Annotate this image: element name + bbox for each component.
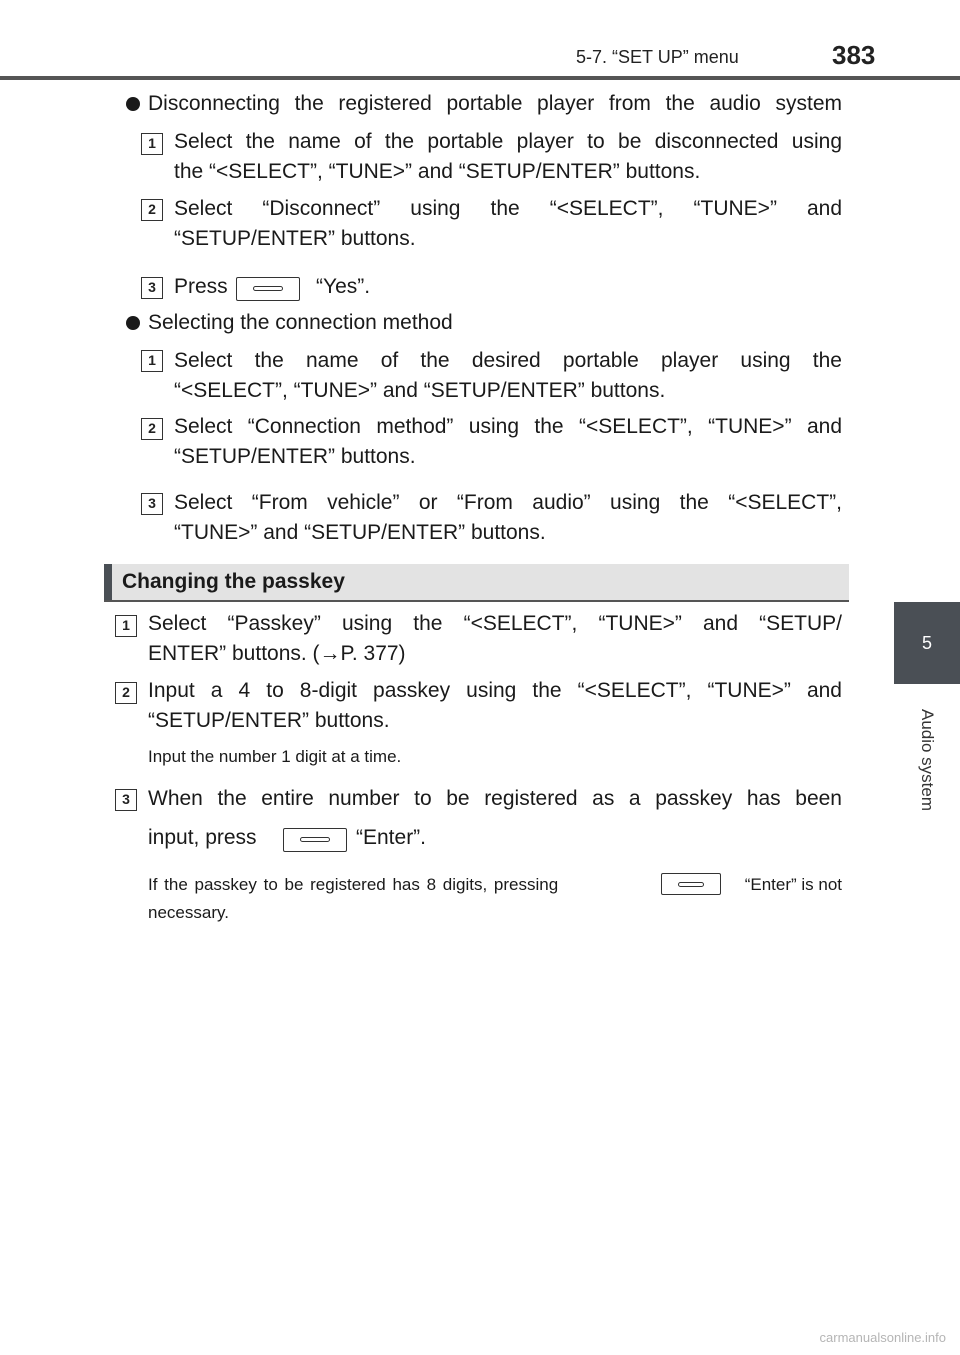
- disconnect-step2-line2: “SETUP/ENTER” buttons.: [174, 227, 416, 250]
- step-number: 1: [141, 350, 163, 372]
- step-number: 2: [141, 199, 163, 221]
- disconnect-step2-line1: Select “Disconnect” using the “<SELECT”, “TUNE>” and: [174, 197, 842, 220]
- connection-step3-line1: Select “From vehicle” or “From audio” using the “<SELECT”,: [174, 491, 842, 514]
- disconnect-step1-line2: the “<SELECT”, “TUNE>” and “SETUP/ENTER” buttons.: [174, 160, 701, 183]
- disconnect-step1-line1: Select the name of the portable player to be disconnected using: [174, 130, 842, 153]
- passkey-note-prefix: If the passkey to be registered has 8 digits, pressing: [148, 875, 559, 894]
- passkey-step2-note: Input the number 1 digit at a time.: [148, 747, 402, 766]
- passkey-heading: Changing the passkey: [122, 570, 345, 593]
- section-title: 5-7. “SET UP” menu: [576, 47, 739, 67]
- passkey-step2-line2: “SETUP/ENTER” buttons.: [148, 709, 390, 732]
- step-number: 3: [115, 789, 137, 811]
- step-number: 1: [141, 133, 163, 155]
- disconnect-step3-after: “Yes”.: [316, 275, 371, 298]
- passkey-step1-line1: Select “Passkey” using the “<SELECT”, “TUNE>” and “SETUP/: [148, 612, 842, 635]
- disconnect-title: Disconnecting the registered portable player from the audio system: [148, 92, 842, 115]
- soft-key-icon: [236, 277, 300, 301]
- passkey-note-suffix: “Enter” is not: [744, 875, 842, 894]
- step-number: 1: [115, 615, 137, 637]
- bullet-icon: [126, 97, 140, 111]
- passkey-step3-prefix: input, press: [148, 826, 257, 849]
- connection-step1-line2: “<SELECT”, “TUNE>” and “SETUP/ENTER” buttons.: [174, 379, 666, 402]
- chapter-tab: 5: [894, 602, 960, 684]
- page-number: 383: [832, 40, 876, 70]
- connection-title: Selecting the connection method: [148, 311, 453, 334]
- connection-step1-line1: Select the name of the desired portable player using the: [174, 349, 842, 372]
- soft-key-icon: [283, 828, 347, 852]
- soft-key-icon: [661, 873, 721, 895]
- connection-step3-line2: “TUNE>” and “SETUP/ENTER” buttons.: [174, 521, 546, 544]
- passkey-step3-suffix: “Enter”.: [356, 826, 427, 849]
- header-divider: [0, 76, 960, 80]
- watermark: carmanualsonline.info: [819, 1330, 946, 1345]
- passkey-step3-line1: When the entire number to be registered as a passkey has been: [148, 787, 842, 810]
- step-number: 3: [141, 493, 163, 515]
- passkey-note-line2: necessary.: [148, 903, 229, 922]
- passkey-step2-line1: Input a 4 to 8-digit passkey using the “<SELECT”, “TUNE>” and: [148, 679, 842, 702]
- step-number: 3: [141, 277, 163, 299]
- step-number: 2: [115, 682, 137, 704]
- passkey-step1-line2: ENTER” buttons. (→P. 377): [148, 642, 406, 665]
- connection-step2-line2: “SETUP/ENTER” buttons.: [174, 445, 416, 468]
- connection-step2-line1: Select “Connection method” using the “<SELECT”, “TUNE>” and: [174, 415, 842, 438]
- disconnect-step3-press: Press: [174, 275, 228, 298]
- step-number: 2: [141, 418, 163, 440]
- bullet-icon: [126, 316, 140, 330]
- chapter-label: Audio system: [918, 708, 937, 812]
